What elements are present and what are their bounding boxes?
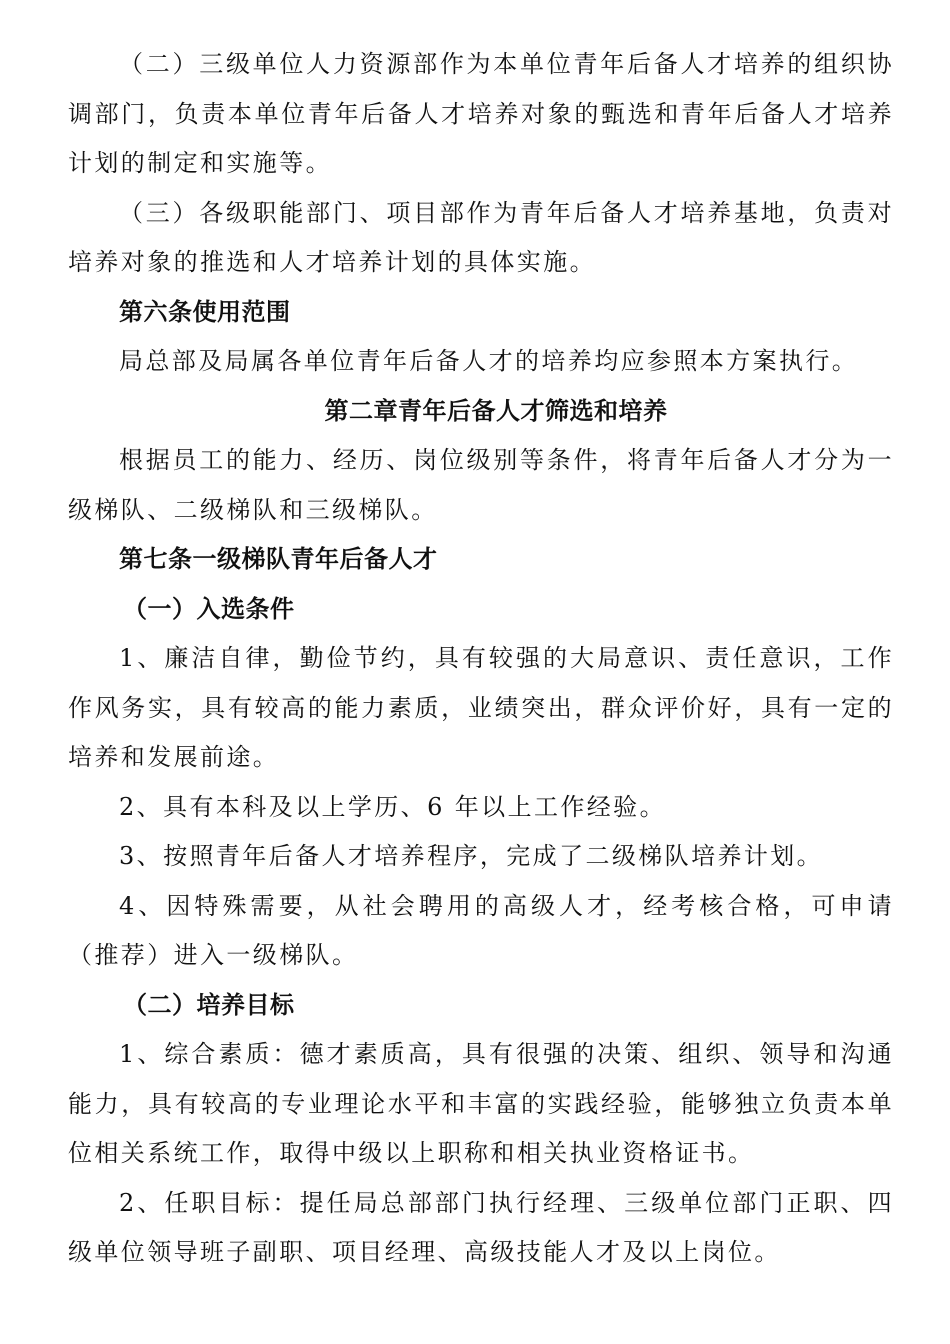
- condition-item-2: 2、具有本科及以上学历、6 年以上工作经验。: [119, 792, 666, 821]
- chapter-2-heading: 第二章青年后备人才筛选和培养: [324, 396, 668, 425]
- article-7-heading: 第七条一级梯队青年后备人才: [119, 545, 438, 573]
- condition-item-4: 4、因特殊需要，从社会聘用的高级人才，经考核合格，可申请（推荐）进入一级梯队。: [68, 891, 894, 969]
- section-selection-criteria-heading: （一）入选条件: [123, 594, 295, 623]
- goal-item-1: 1、综合素质：德才素质高，具有很强的决策、组织、领导和沟通能力，具有较高的专业理论水平和丰富的实践经验，能够独立负责本单位相关系统工作，取得中级以上职称和相关执业资格证书。: [68, 1040, 894, 1167]
- paragraph-functional-departments: （三）各级职能部门、项目部作为青年后备人才培养基地，负责对培养对象的推选和人才培养计划的具体实施。: [68, 198, 894, 276]
- article-6-heading: 第六条使用范围: [119, 297, 291, 326]
- condition-item-1: 1、廉洁自律，勤俭节约，具有较强的大局意识、责任意识，工作作风务实，具有较高的能力素质，业绩突出，群众评价好，具有一定的培养和发展前途。: [68, 644, 894, 771]
- document-page: [68, 40, 894, 1278]
- section-training-goals-heading: （二）培养目标: [123, 990, 295, 1019]
- paragraph-hr-department: （二）三级单位人力资源部作为本单位青年后备人才培养的组织协调部门，负责本单位青年后备人才培养对象的甄选和青年后备人才培养计划的制定和实施等。: [68, 50, 894, 177]
- goal-item-2: 2、任职目标：提任局总部部门执行经理、三级单位部门正职、四级单位领导班子副职、项目经理、高级技能人才及以上岗位。: [68, 1188, 894, 1266]
- article-6-text: 局总部及局属各单位青年后备人才的培养均应参照本方案执行。: [119, 347, 859, 375]
- condition-item-3: 3、按照青年后备人才培养程序，完成了二级梯队培养计划。: [119, 842, 824, 870]
- chapter-2-intro: 根据员工的能力、经历、岗位级别等条件，将青年后备人才分为一级梯队、二级梯队和三级梯队。: [68, 446, 894, 524]
